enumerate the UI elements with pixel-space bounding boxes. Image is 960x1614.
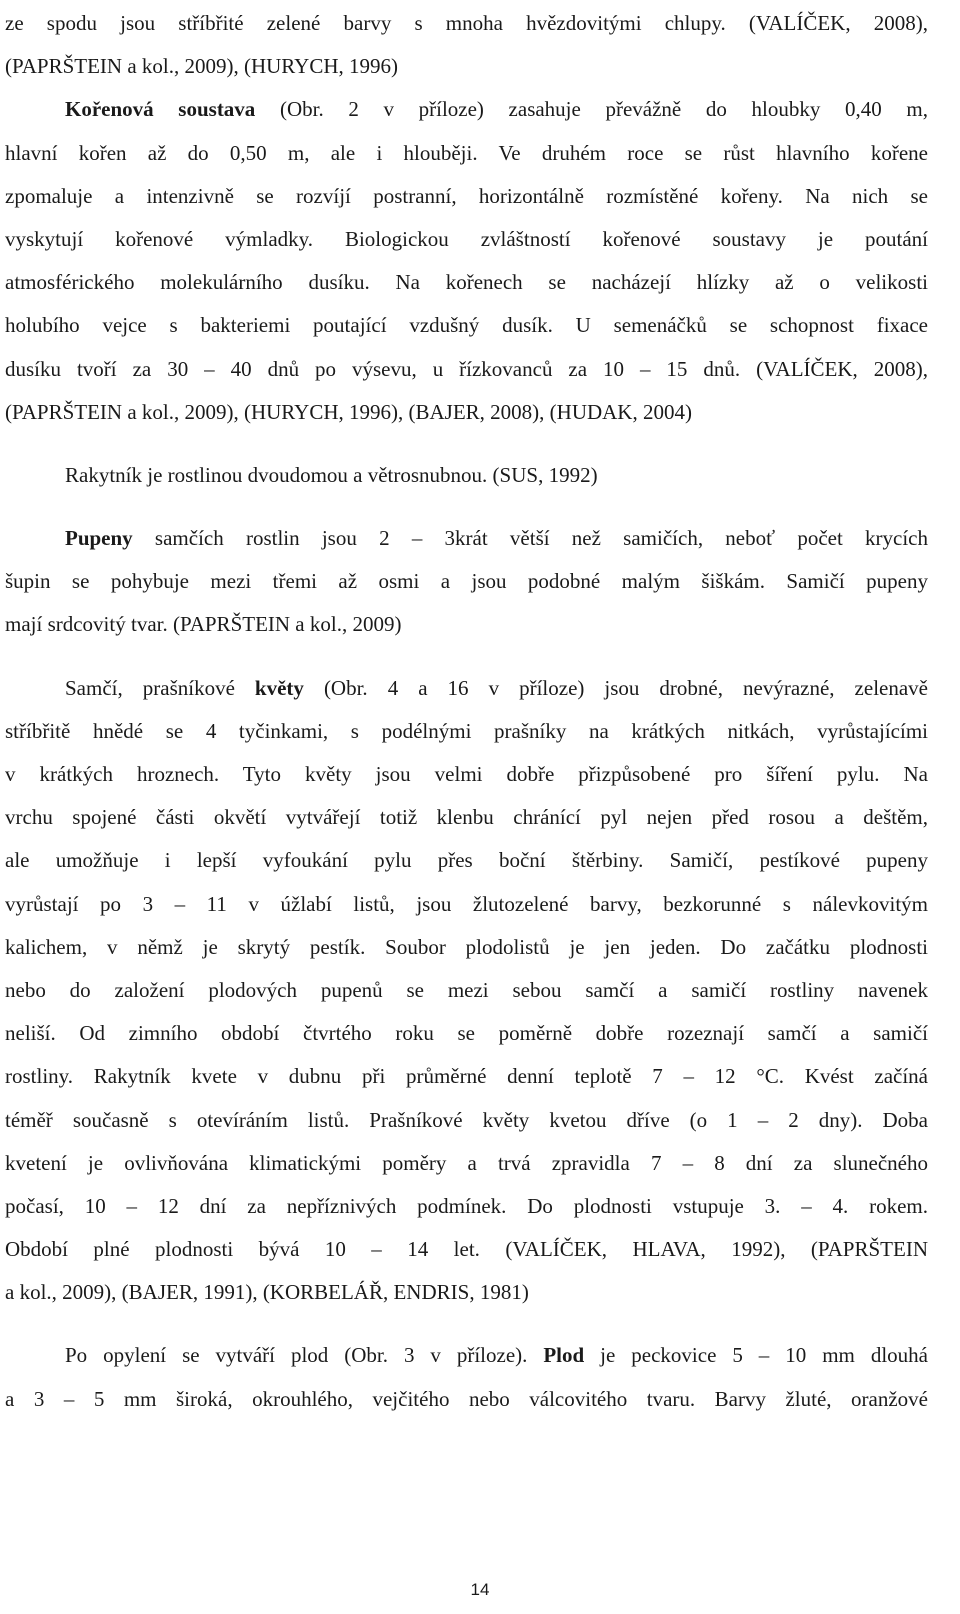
text-line: v krátkých hroznech. Tyto květy jsou velmi dobře přizpůsobené pro šíření pylu. Na (5, 762, 928, 786)
text-line: holubího vejce s bakteriemi poutající vzdušný dusík. U semenáčků se schopnost fixace (5, 313, 928, 338)
text-line: zpomaluje a intenzivně se rozvíjí postranní, horizontálně rozmístěné kořeny. Na nich se (5, 183, 928, 208)
text-line: a 3 – 5 mm široká, okrouhlého, vejčitého nebo válcovitého tvaru. Barvy žluté, oranžové (5, 1386, 928, 1411)
text-line: šupin se pohybuje mezi třemi až osmi a jsou podobné malým šiškám. Samičí pupeny (5, 569, 928, 594)
paragraph-buds (5, 517, 928, 647)
bold-term: Pupeny (65, 526, 133, 551)
bold-term: Kořenová soustava (65, 97, 256, 122)
text-line: Rakytník je rostlinou dvoudomou a větrosnubnou. (SUS, 1992) (65, 462, 598, 487)
text-line: Po opylení se vytváří plod (Obr. 3 v příloze). Plod je peckovice 5 – 10 mm dlouhá (65, 1343, 928, 1368)
text-line: vrchu spojené části okvětí vytvářejí totiž klenbu chránící pyl nejen před rosou a deštěm, (5, 805, 928, 830)
text-line: kalichem, v němž je skrytý pestík. Soubor plodolistů je jen jeden. Do začátku plodnosti (5, 934, 928, 959)
paragraph-gap (5, 1314, 928, 1334)
bold-term: Plod (543, 1343, 585, 1368)
text-line: stříbřitě hnědé se 4 tyčinkami, s podélnými prašníky na krátkých nitkách, vyrůstajícími (5, 718, 928, 743)
paragraph-gap (5, 647, 928, 667)
paragraph-fruit (5, 1334, 928, 1420)
bold-term: květy (254, 675, 304, 700)
text-line: a kol., 2009), (BAJER, 1991), (KORBELÁŘ, ENDRIS, 1981) (5, 1280, 529, 1305)
text-line: počasí, 10 – 12 dní za nepříznivých podmínek. Do plodnosti vstupuje 3. – 4. rokem. (5, 1193, 928, 1218)
text-line: ze spodu jsou stříbřité zelené barvy s mnoha hvězdovitými chlupy. (VALÍČEK, 2008), (5, 11, 928, 35)
text-line: dusíku tvoří za 30 – 40 dnů po výsevu, u řízkovanců za 10 – 15 dnů. (VALÍČEK, 2008), (5, 356, 928, 381)
paragraph-gap (5, 434, 928, 454)
paragraph-gap (5, 497, 928, 517)
text-line: Samčí, prašníkové květy (Obr. 4 a 16 v příloze) jsou drobné, nevýrazné, zelenavě (65, 675, 928, 700)
text-line: hlavní kořen až do 0,50 m, ale i hlouběji. Ve druhém roce se růst hlavního kořene (5, 140, 928, 165)
text-line: rostliny. Rakytník kvete v dubnu při průměrné denní teplotě 7 – 12 °C. Kvést začíná (5, 1064, 928, 1089)
text-line: Pupeny samčích rostlin jsou 2 – 3krát větší než samičích, neboť počet krycích (65, 526, 928, 551)
text-line: téměř současně s otevíráním listů. Prašníkové květy kvetou dříve (o 1 – 2 dny). Doba (5, 1107, 928, 1132)
text-line: neliší. Od zimního období čtvrtého roku se poměrně dobře rozeznají samčí a samičí (5, 1021, 928, 1046)
text-line: (PAPRŠTEIN a kol., 2009), (HURYCH, 1996) (5, 54, 398, 79)
paragraph-leaf-hairs (5, 2, 928, 88)
text-line: (PAPRŠTEIN a kol., 2009), (HURYCH, 1996), (BAJER, 2008), (HUDAK, 2004) (5, 399, 692, 424)
text-line: vyrůstají po 3 – 11 v úžlabí listů, jsou žlutozelené barvy, bezkorunné s nálevkovitým (5, 891, 928, 916)
paragraph-root-system (5, 88, 928, 434)
body-text (5, 2, 928, 1421)
text-line: atmosférického molekulárního dusíku. Na kořenech se nacházejí hlízky až o velikosti (5, 270, 928, 295)
text-line: Kořenová soustava (Obr. 2 v příloze) zasahuje převážně do hloubky 0,40 m, (65, 97, 928, 122)
text-line: ale umožňuje i lepší vyfoukání pylu přes boční štěrbiny. Samičí, pestíkové pupeny (5, 848, 928, 873)
text-line: vyskytují kořenové výmladky. Biologickou zvláštností kořenové soustavy je poutání (5, 226, 928, 251)
text-line: Období plné plodnosti bývá 10 – 14 let. (VALÍČEK, HLAVA, 1992), (PAPRŠTEIN (5, 1237, 928, 1262)
paragraph-flowers (5, 667, 928, 1315)
text-line: kvetení je ovlivňována klimatickými poměry a trvá zpravidla 7 – 8 dní za slunečného (5, 1150, 928, 1175)
paragraph-dioecious (5, 454, 928, 497)
text-line: mají srdcovitý tvar. (PAPRŠTEIN a kol., 2009) (5, 612, 402, 637)
page-number: 14 (470, 1580, 490, 1599)
text-line: nebo do založení plodových pupenů se mezi sebou samčí a samičí rostliny navenek (5, 977, 928, 1002)
